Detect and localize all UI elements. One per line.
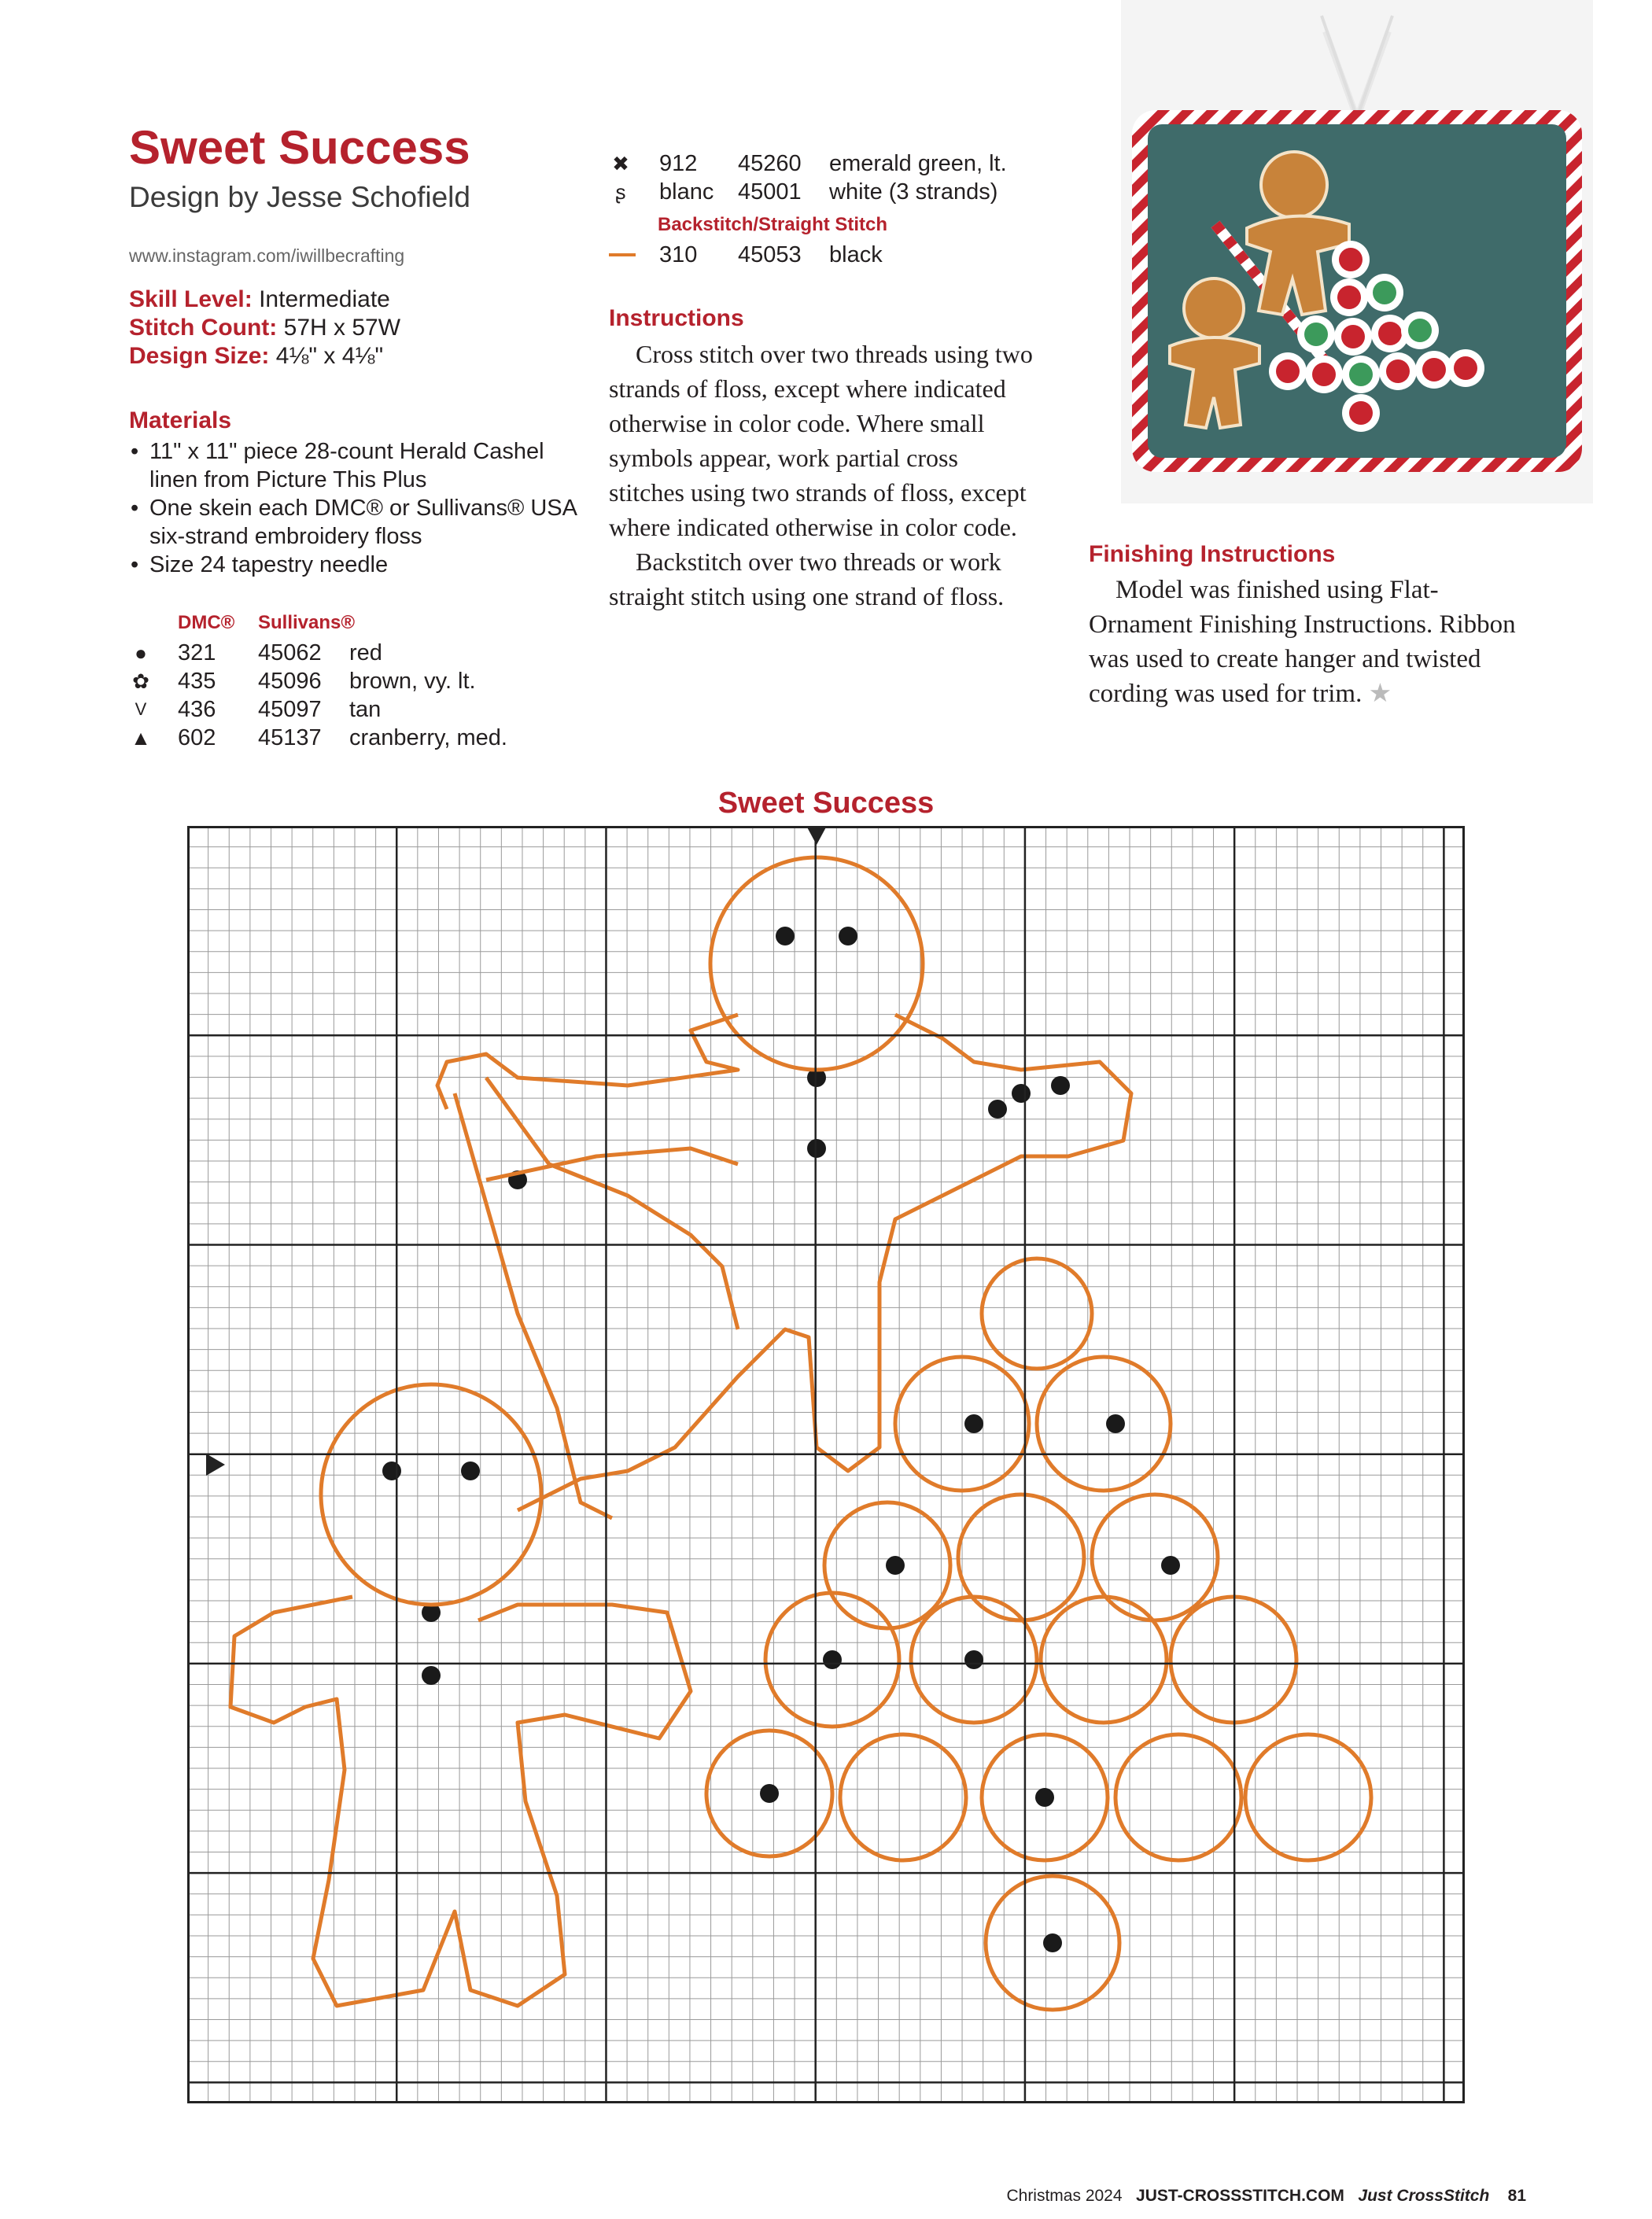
page-number: 81 [1507,2187,1526,2205]
materials-list [129,437,585,579]
backstitch-header: Backstitch/Straight Stitch [658,214,888,235]
page-title: Sweet Success [129,121,470,174]
design-size: Design Size: 4⅛" x 4⅛" [129,343,384,369]
instructions-paragraph: Cross stitch over two threads using two strands of floss, except where indicated otherwise in color code. Where small symbols appear, work partial cross stitches using two strands of floss, except where indicated otherwise in color code. [609,340,1033,541]
designer-credit: Design by Jesse Schofield [129,181,470,213]
key-row: V 436 45097 tan [129,695,570,724]
key-row: ▲ 602 45137 cranberry, med. [129,724,570,752]
x-icon: ✖ [612,152,629,175]
magazine-label: Just CrossStitch [1358,2187,1490,2205]
chart-title: Sweet Success [717,787,935,820]
finishing-body [1089,573,1529,711]
list-item: • One skein each DMC® or Sullivans® USA six-strand embroidery floss [129,494,585,551]
red-dot-icon: ● [135,641,147,665]
instructions-paragraph: Backstitch over two threads or work straight stitch using one strand of floss. [609,547,1005,610]
list-item: • Size 24 tapestry needle [129,551,585,579]
triangle-icon: ▲ [131,726,151,750]
key-row: ✖ 912 45260 emerald green, lt. [609,149,1049,178]
dmc-header: DMC® [178,612,235,633]
backstitch-line-icon [609,253,636,256]
key-row: 310 45053 black [609,241,1049,269]
instructions-body [609,337,1034,614]
finishing-text: Model was finished using Flat-Ornament Finishing Instructions. Ribbon was used to create hanger and twisted cording was used for trim. [1089,576,1516,708]
issue-label: Christmas 2024 [1006,2187,1123,2205]
designer-url[interactable]: www.instagram.com/iwillbecrafting [129,245,405,266]
stitch-count: Stitch Count: 57H x 57W [129,315,401,341]
instructions-heading: Instructions [609,305,744,331]
cross-stitch-chart [187,826,1465,2107]
sullivans-header: Sullivans® [258,612,356,633]
site-label: JUST-CROSSSTITCH.COM [1136,2187,1344,2205]
page-footer [1006,2187,1526,2206]
list-item: • 11" x 11" piece 28-count Herald Cashel linen from Picture This Plus [129,437,585,494]
materials-heading: Materials [129,407,232,433]
v-icon: V [135,699,147,719]
finishing-heading: Finishing Instructions [1089,541,1336,567]
key-row: ʂ blanc 45001 white (3 strands) [609,178,1049,206]
flower-icon: ✿ [132,669,149,693]
s-icon: ʂ [615,180,626,204]
star-icon: ★ [1368,680,1392,708]
ornament-photo [1121,0,1593,503]
key-row: ● 321 45062 red [129,639,570,667]
key-row: ✿ 435 45096 brown, vy. lt. [129,667,570,695]
skill-level: Skill Level: Intermediate [129,286,390,312]
